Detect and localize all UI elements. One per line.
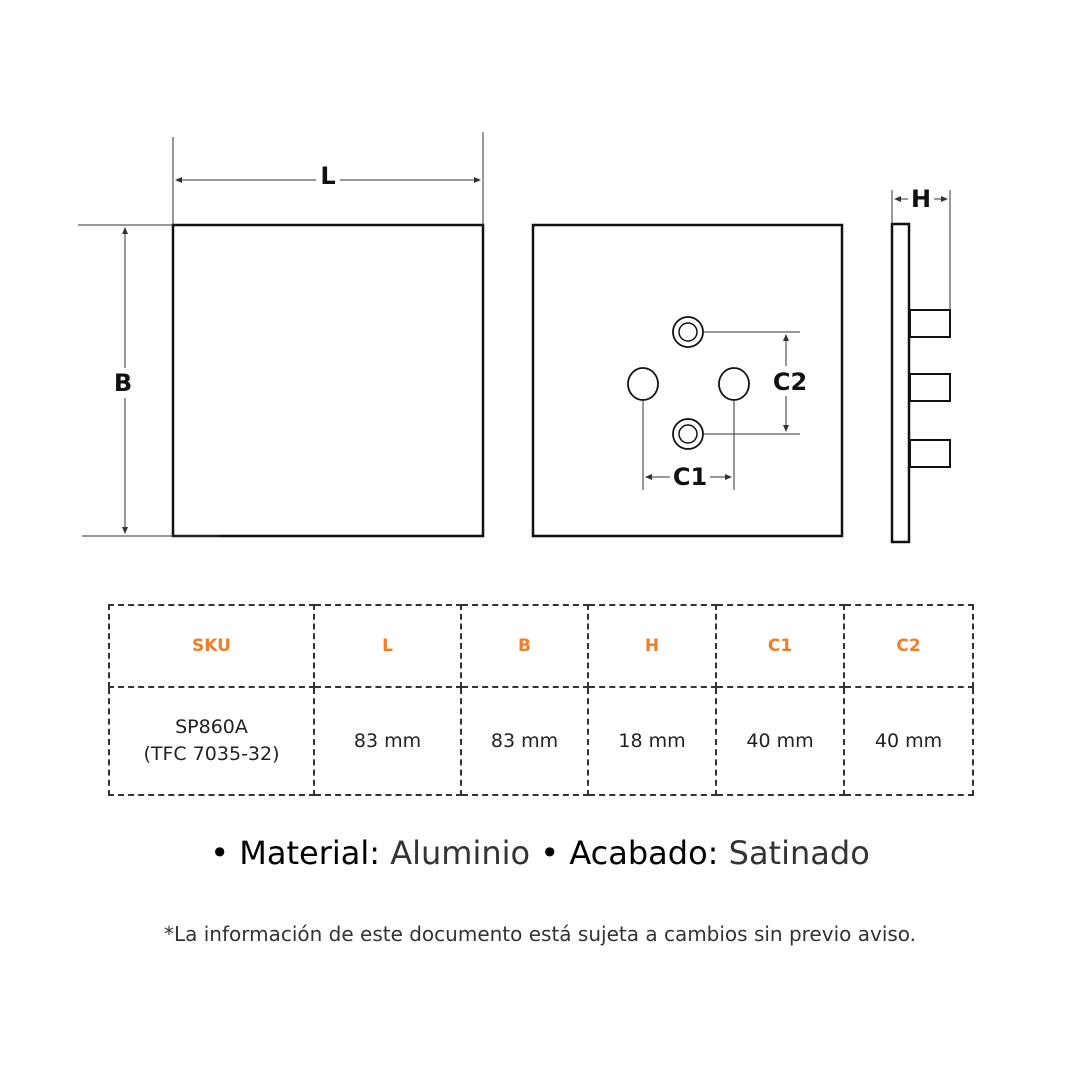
header-l: L <box>314 605 461 687</box>
mount-hole-bottom <box>673 419 703 449</box>
cell-c1: 40 mm <box>716 687 844 795</box>
mount-hole-left <box>628 368 658 400</box>
header-c1: C1 <box>716 605 844 687</box>
cell-h: 18 mm <box>588 687 716 795</box>
disclaimer: *La información de este documento está sujeta a cambios sin previo aviso. <box>163 922 917 946</box>
c2-arrow-top <box>783 334 789 341</box>
c2-arrow-bottom <box>783 425 789 432</box>
h-label: H <box>910 185 932 213</box>
bullet-finish: • <box>540 834 560 872</box>
bullet-material: • <box>210 834 230 872</box>
b-label: B <box>113 369 133 397</box>
cell-c2: 40 mm <box>844 687 973 795</box>
sku-reference: (TFC 7035-32) <box>143 743 280 765</box>
cell-sku <box>109 687 314 795</box>
finish-label: Acabado: <box>569 834 719 872</box>
mount-hole-right <box>719 368 749 400</box>
back-view <box>533 225 842 536</box>
material-label: Material: <box>239 834 381 872</box>
header-b: B <box>461 605 588 687</box>
material-finish-line <box>0 834 1080 872</box>
c1-arrow-right <box>725 474 732 480</box>
front-view <box>78 132 483 536</box>
header-h: H <box>588 605 716 687</box>
header-sku: SKU <box>109 605 314 687</box>
finish-value: Satinado <box>728 834 870 872</box>
cell-l: 83 mm <box>314 687 461 795</box>
front-panel-outline <box>173 225 483 536</box>
table-row <box>109 687 973 795</box>
b-arrow-top <box>122 227 128 234</box>
side-standoff-middle <box>910 374 950 401</box>
side-panel-outline <box>892 224 909 542</box>
header-c2: C2 <box>844 605 973 687</box>
side-standoff-top <box>910 310 950 337</box>
h-arrow-left <box>894 196 901 202</box>
material-value: Aluminio <box>390 834 531 872</box>
c2-label: C2 <box>772 368 808 396</box>
l-arrow-right <box>474 177 481 183</box>
cell-b: 83 mm <box>461 687 588 795</box>
side-standoff-bottom <box>910 440 950 467</box>
c1-arrow-left <box>645 474 652 480</box>
side-view <box>892 185 950 542</box>
table-header-row <box>109 605 973 687</box>
b-arrow-bottom <box>122 527 128 534</box>
l-label: L <box>320 162 336 190</box>
h-arrow-right <box>941 196 948 202</box>
sku-code: SP860A <box>175 716 248 739</box>
spec-table <box>108 604 974 796</box>
mount-hole-top <box>673 317 703 347</box>
l-arrow-left <box>175 177 182 183</box>
c1-label: C1 <box>672 463 708 491</box>
